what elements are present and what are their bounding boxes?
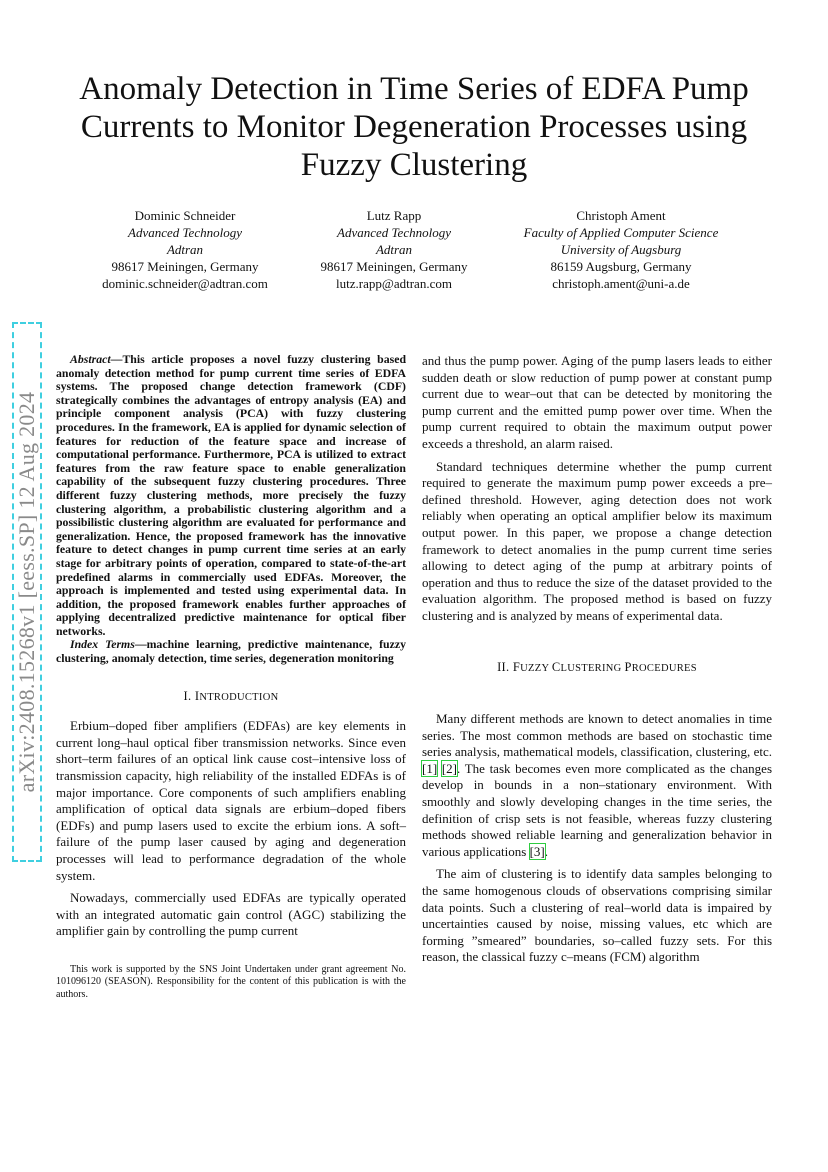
author-name: Christoph Ament <box>576 208 666 223</box>
section-heading-introduction: I. INTRODUCTION <box>183 688 279 703</box>
index-terms-text: —machine learning, predictive maintenance, fuzzy clustering, anomaly detection, time series, degeneration monitoring <box>56 637 406 666</box>
arxiv-stamp-text: arXiv:2408.15268v1 [eess.SP] 12 Aug 2024 <box>14 391 39 793</box>
author-dept: Faculty of Applied Computer Science <box>523 225 719 240</box>
paragraph: Many different methods are known to detect anomalies in time series. The most common methods are based on stochastic time series analysis, mathematical models, classification, clustering, etc. [1] [2]. The task becomes even more complicated as the changes develop in bounds in a non–stationary environment. With smoothly and slowly developing changes in the time series, the definition of crisp sets is not feasible, whereas fuzzy clustering methods showed reliable learning and generalization behavior in various applications [3]. <box>422 711 772 859</box>
author-email: dominic.schneider@adtran.com <box>102 276 268 291</box>
author-email: lutz.rapp@adtran.com <box>336 276 452 291</box>
section-heading-fuzzy-clustering: II. FUZZY CLUSTERING PROCEDURES <box>497 659 697 674</box>
abstract-label: Abstract <box>70 352 111 366</box>
citation-link[interactable]: [1] <box>422 760 438 776</box>
paragraph: Nowadays, commercially used EDFAs are typically operated with an integrated automatic gain control (AGC) stabilizing the amplifier gain by controlling the pump current <box>56 890 406 939</box>
abstract-text: —This article proposes a novel fuzzy clustering based anomaly detection method for pump current time series of EDFA systems. The proposed change detection framework (CDF) strategically combines the advantages of entropy analysis (EA) and principle component analysis (PCA) with fuzzy clustering procedures. In the framework, EA is applied for dynamic selection of features for reduction of the feature space and increase of computational performance. Furthermore, PCA is utilized to extract features from the raw feature space to enable generalization capability of the subsequent fuzzy clustering procedures. Three different fuzzy clustering methods, more precisely the fuzzy clustering algorithm, a probabilistic clustering algorithm and a possibilistic clustering algorithm are evaluated for performance and generalization. Hence, the proposed framework has the innovative feature to detect changes in pump current time series at an early stage for arbitrary points of operation, compared to state-of-the-art predefined alarms in commercially used EDFAs. Moreover, the approach is implemented and tested using experimental data. In addition, the proposed framework enables further approaches of applying decentralized predictive maintenance for optical fiber networks. <box>56 352 406 638</box>
author-name: Lutz Rapp <box>366 208 422 223</box>
citation-link[interactable]: [2] <box>441 760 458 776</box>
author-org: Adtran <box>166 242 204 257</box>
author-dept: Advanced Technology <box>128 225 242 240</box>
paragraph: Standard techniques determine whether the pump current required to generate the maximum pump power exceeds a pre–defined threshold. However, aging detection does not work reliably when operating an optical amplifier below its maximum output power. In this paper, we propose a change detection framework to detect anomalies in the pump current time series allowing to detect aging of the pump at arbitrary points of operation and thus to reduce the size of the dataset provided to the evaluation algorithm. The proposed method is based on fuzzy clustering and is analyzed by means of experimental data. <box>422 458 772 623</box>
author-dept: Advanced Technology <box>337 225 451 240</box>
paragraph: and thus the pump power. Aging of the pump lasers leads to either sudden death or slow reduction of pump power at constant pump current due to wear–out that can be detected by monitoring the pump current and the emitted pump power over time. When the pump current required to obtain the maximum output power exceeds a threshold, an alarm raised. <box>422 353 772 451</box>
author-city: 86159 Augsburg, Germany <box>550 259 692 274</box>
footnote: This work is supported by the SNS Joint Undertaken under grant agreement No. 101096120 (SEASON). Responsibility for the content of this publication is with the authors. <box>56 964 406 1000</box>
author-block-3 <box>510 207 732 292</box>
author-org: University of Augsburg <box>560 242 682 257</box>
left-column <box>56 353 406 946</box>
author-block-2 <box>304 207 484 292</box>
author-name: Dominic Schneider <box>134 208 236 223</box>
author-email: christoph.ament@uni-a.de <box>552 276 690 291</box>
paragraph: Erbium–doped fiber amplifiers (EDFAs) are key elements in current long–haul optical fiber transmission networks. Since even short–term failures of an optical link cause cost–intensive loss of transmission capacity, high reliability of the installed EDFAs is of major importance. Core components of such amplifiers enabling amplification of optical data signals are erbium–doped fibers (EDFs) and pump lasers used to excite the erbium ions. A soft–failure of the pump laser caused by aging and degeneration processes will lead to performance degradation of the whole system. <box>56 718 406 883</box>
author-city: 98617 Meiningen, Germany <box>320 259 468 274</box>
author-city: 98617 Meiningen, Germany <box>111 259 259 274</box>
citation-link[interactable]: [3] <box>529 843 545 859</box>
author-block-1 <box>95 207 275 292</box>
paragraph: The aim of clustering is to identify data samples belonging to the same homogenous clouds of observations comprising similar data points. Such a clustering of real–world data is impaired by uncertainties caused by noise, missing values, etc which are forming ”smeared” boundaries, so–called fuzzy sets. For this reason, the classical fuzzy c–means (FCM) algorithm <box>422 866 772 965</box>
index-terms-label: Index Terms <box>70 637 135 652</box>
paper-title: Anomaly Detection in Time Series of EDFA Pump Currents to Monitor Degeneration Processes using Fuzzy Clustering <box>79 71 749 183</box>
author-org: Adtran <box>375 242 413 257</box>
abstract <box>56 353 406 638</box>
index-terms <box>56 638 406 665</box>
right-column <box>422 353 772 972</box>
arxiv-stamp[interactable] <box>12 322 42 862</box>
